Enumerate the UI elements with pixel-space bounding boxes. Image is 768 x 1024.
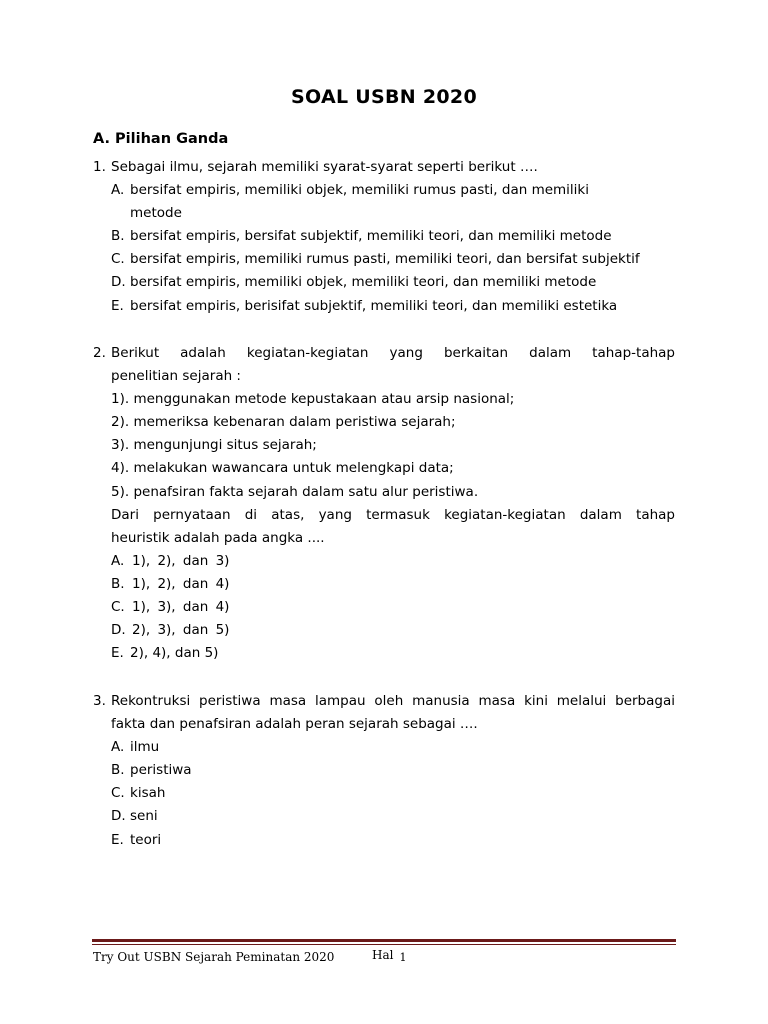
question-number: 2. (93, 345, 106, 361)
option-d (111, 271, 675, 294)
option-text: 1), 3), dan 4) (132, 599, 230, 616)
question-prompt-line-1: Dari pernyataan di atas, yang termasuk kegiatan-kegiatan dalam tahap (111, 506, 675, 523)
option-letter: C. (111, 251, 125, 268)
option-letter: E. (111, 297, 124, 314)
option-text: peristiwa (130, 762, 192, 779)
option-letter: C. (111, 785, 125, 802)
option-letter: B. (111, 228, 125, 245)
option-d (111, 805, 675, 828)
footer-page-number (372, 948, 406, 962)
footer-rule-thin (92, 944, 676, 945)
question-number: 1. (93, 159, 106, 175)
option-text: teori (130, 831, 162, 848)
option-a (111, 550, 675, 573)
option-letter: C. (111, 599, 125, 616)
option-letter: A. (111, 552, 125, 569)
option-text: bersifat empiris, bersifat subjektif, memiliki teori, dan memiliki metode (130, 228, 612, 245)
option-text: ilmu (130, 739, 160, 756)
option-e (111, 642, 675, 665)
section-heading: A. Pilihan Ganda (93, 131, 229, 147)
option-a (111, 736, 675, 759)
question-prompt-line-2: heuristik adalah pada angka .... (111, 529, 325, 546)
option-text: seni (130, 808, 158, 825)
statement-item: 2). memeriksa kebenaran dalam peristiwa sejarah; (111, 414, 456, 431)
option-letter: E. (111, 645, 124, 662)
option-letter: D. (111, 274, 126, 291)
option-letter: D. (111, 622, 126, 639)
question-stem-line-1: Rekontruksi peristiwa masa lampau oleh manusia masa kini melalui berbagai (111, 693, 675, 709)
statement-item: 1). menggunakan metode kepustakaan atau arsip nasional; (111, 391, 515, 408)
option-letter: A. (111, 182, 125, 199)
question-stem-line-2: fakta dan penafsiran adalah peran sejarah sebagai …. (111, 716, 478, 733)
option-text: bersifat empiris, berisifat subjektif, memiliki teori, dan memiliki estetika (130, 297, 618, 314)
question-number: 3. (93, 693, 106, 709)
statement-item: 5). penafsiran fakta sejarah dalam satu alur peristiwa. (111, 483, 479, 500)
option-c (111, 596, 675, 619)
option-letter: B. (111, 575, 125, 592)
option-text: bersifat empiris, memiliki objek, memiliki teori, dan memiliki metode (130, 274, 597, 291)
option-a (111, 179, 675, 225)
question-stem-line-1: Berikut adalah kegiatan-kegiatan yang berkaitan dalam tahap-tahap (111, 345, 675, 361)
page-label: Hal (372, 948, 394, 962)
option-e (111, 829, 675, 852)
option-letter: E. (111, 831, 124, 848)
option-c (111, 248, 675, 271)
option-b (111, 225, 675, 248)
footer-rule-thick (92, 939, 676, 942)
option-text: kisah (130, 785, 166, 802)
question-stem-line-2: penelitian sejarah : (111, 368, 241, 385)
option-text: 2), 4), dan 5) (130, 645, 219, 662)
option-b (111, 573, 675, 596)
option-b (111, 759, 675, 782)
statement-item: 4). melakukan wawancara untuk melengkapi data; (111, 460, 454, 477)
option-text: 1), 2), dan 3) (132, 552, 230, 569)
page-title: SOAL USBN 2020 (291, 86, 477, 108)
statement-item: 3). mengunjungi situs sejarah; (111, 437, 317, 454)
option-text: bersifat empiris, memiliki objek, memiliki rumus pasti, dan memiliki metode (130, 182, 589, 222)
option-letter: B. (111, 762, 125, 779)
option-letter: A. (111, 739, 125, 756)
question-stem: Sebagai ilmu, sejarah memiliki syarat-syarat seperti berikut …. (111, 159, 538, 175)
option-c (111, 782, 675, 805)
option-letter: D. (111, 808, 126, 825)
option-e (111, 295, 675, 318)
question-1 (93, 156, 675, 318)
question-3 (93, 690, 675, 852)
option-text: 2), 3), dan 5) (132, 622, 230, 639)
option-d (111, 619, 675, 642)
page-number: 1 (399, 951, 407, 964)
question-2 (93, 342, 675, 665)
footer-title: Try Out USBN Sejarah Peminatan 2020 (93, 950, 335, 964)
option-text: 1), 2), dan 4) (132, 575, 230, 592)
option-text: bersifat empiris, memiliki rumus pasti, memiliki teori, dan bersifat subjektif (130, 251, 640, 268)
